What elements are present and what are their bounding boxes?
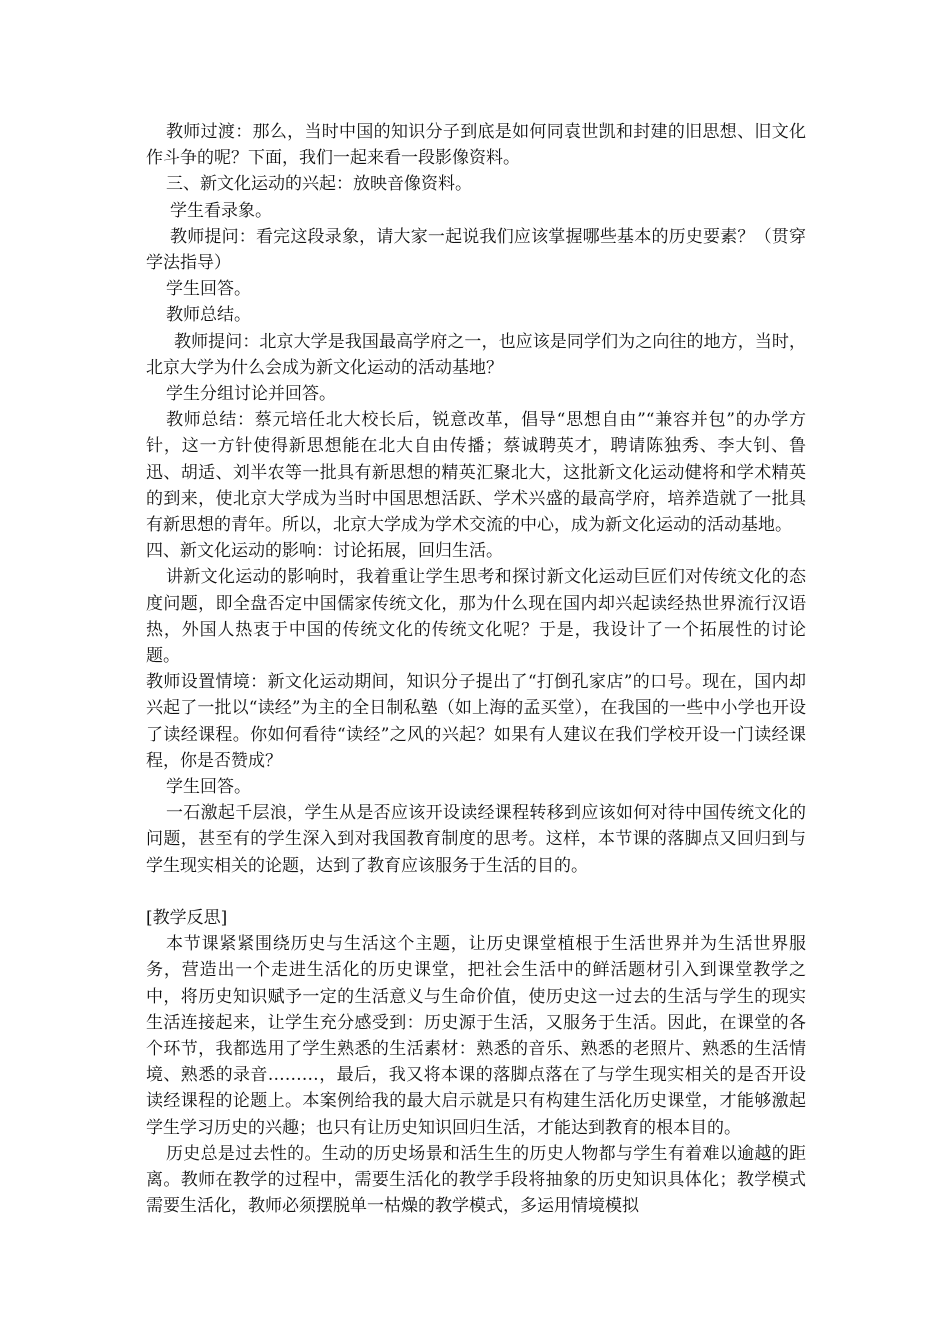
heading-reflection: [教学反思] — [146, 907, 228, 928]
paragraph-reflection-2: 历史总是过去性的。生动的历史场景和活生生的历史人物都与学生有着难以逾越的距离。教师在教学的过程中，需要生活化的教学手段将抽象的历史知识具体化；教学模式需要生活化，教师必须摆脱单一枯燥的教学模式，多运用情境模拟 — [146, 1143, 806, 1217]
paragraph-influence: 讲新文化运动的影响时，我着重让学生思考和探讨新文化运动巨匠们对传统文化的态度问题，即全盘否定中国儒家传统文化，那为什么现在国内却兴起读经热世界流行汉语热，外国人热衷于中国的传统文化的传统文化呢？于是，我设计了一个拓展性的讨论题。 — [146, 567, 806, 667]
paragraph-student-answer-1: 学生回答。 — [166, 279, 251, 300]
paragraph-teacher-question-1: 教师提问：看完这段录象，请大家一起说我们应该掌握哪些基本的历史要素？（贯穿学法指导） — [146, 226, 806, 274]
heading-section-four: 四、新文化运动的影响：讨论拓展，回归生活。 — [146, 541, 503, 562]
blank-line — [146, 879, 806, 905]
heading-section-three: 三、新文化运动的兴起：放映音像资料。 — [166, 174, 472, 195]
paragraph-student-discuss: 学生分组讨论并回答。 — [166, 384, 336, 405]
document-body — [146, 119, 806, 1219]
paragraph-teacher-transition: 教师过渡：那么，当时中国的知识分子到底是如何同袁世凯和封建的旧思想、旧文化作斗争的呢？下面，我们一起来看一段影像资料。 — [146, 122, 806, 169]
paragraph-student-answer-2: 学生回答。 — [166, 777, 251, 798]
paragraph-ripple: 一石激起千层浪，学生从是否应该开设读经课程转移到应该如何对待中国传统文化的问题，甚至有的学生深入到对我国教育制度的思考。这样，本节课的落脚点又回归到与学生现实相关的论题，达到了教育应该服务于生活的目的。 — [146, 803, 806, 876]
paragraph-reflection-1: 本节课紧紧围绕历史与生活这个主题，让历史课堂植根于生活世界并为生活世界服务，营造出一个走进生活化的历史课堂，把社会生活中的鲜活题材引入到课堂教学之中，将历史知识赋予一定的生活意义与生命价值，使历史这一过去的生活与学生的现实生活连接起来，让学生充分感受到：历史源于生活，又服务于生活。因此，在课堂的各个环节，我都选用了学生熟悉的生活素材：熟悉的音乐、熟悉的老照片、熟悉的生活情境、熟悉的录音………，最后，我又将本课的落脚点落在了与学生现实相关的是否开设读经课程的论题上。本案例给我的最大启示就是只有构建生活化历史课堂，才能够激起学生学习历史的兴趣；也只有让历史知识回归生活，才能达到教育的根本目的。 — [146, 934, 806, 1138]
paragraph-teacher-summary-1: 教师总结。 — [166, 305, 251, 326]
paragraph-teacher-summary-2: 教师总结：蔡元培任北大校长后，锐意改革，倡导“思想自由”“兼容并包”的办学方针，这一方针使得新思想能在北大自由传播；蔡诚聘英才，聘请陈独秀、李大钊、鲁迅、胡适、刘半农等一批具有新思想的精英汇聚北大，这批新文化运动健将和学术精英的到来，使北京大学成为当时中国思想活跃、学术兴盛的最高学府，培养造就了一批具有新思想的青年。所以，北京大学成为学术交流的中心，成为新文化运动的活动基地。 — [146, 410, 806, 536]
paragraph-teacher-scenario: 教师设置情境：新文化运动期间，知识分子提出了“打倒孔家店”的口号。现在，国内却兴起了一批以“读经”为主的全日制私塾（如上海的孟买堂），在我国的一些中小学也开设了读经课程。你如何看待“读经”之风的兴起？如果有人建议在我们学校开设一门读经课程，你是否赞成？ — [146, 672, 806, 771]
paragraph-teacher-question-2: 教师提问：北京大学是我国最高学府之一，也应该是同学们为之向往的地方，当时，北京大学为什么会成为新文化运动的活动基地？ — [146, 331, 806, 378]
paragraph-student-watch: 学生看录象。 — [170, 200, 272, 221]
